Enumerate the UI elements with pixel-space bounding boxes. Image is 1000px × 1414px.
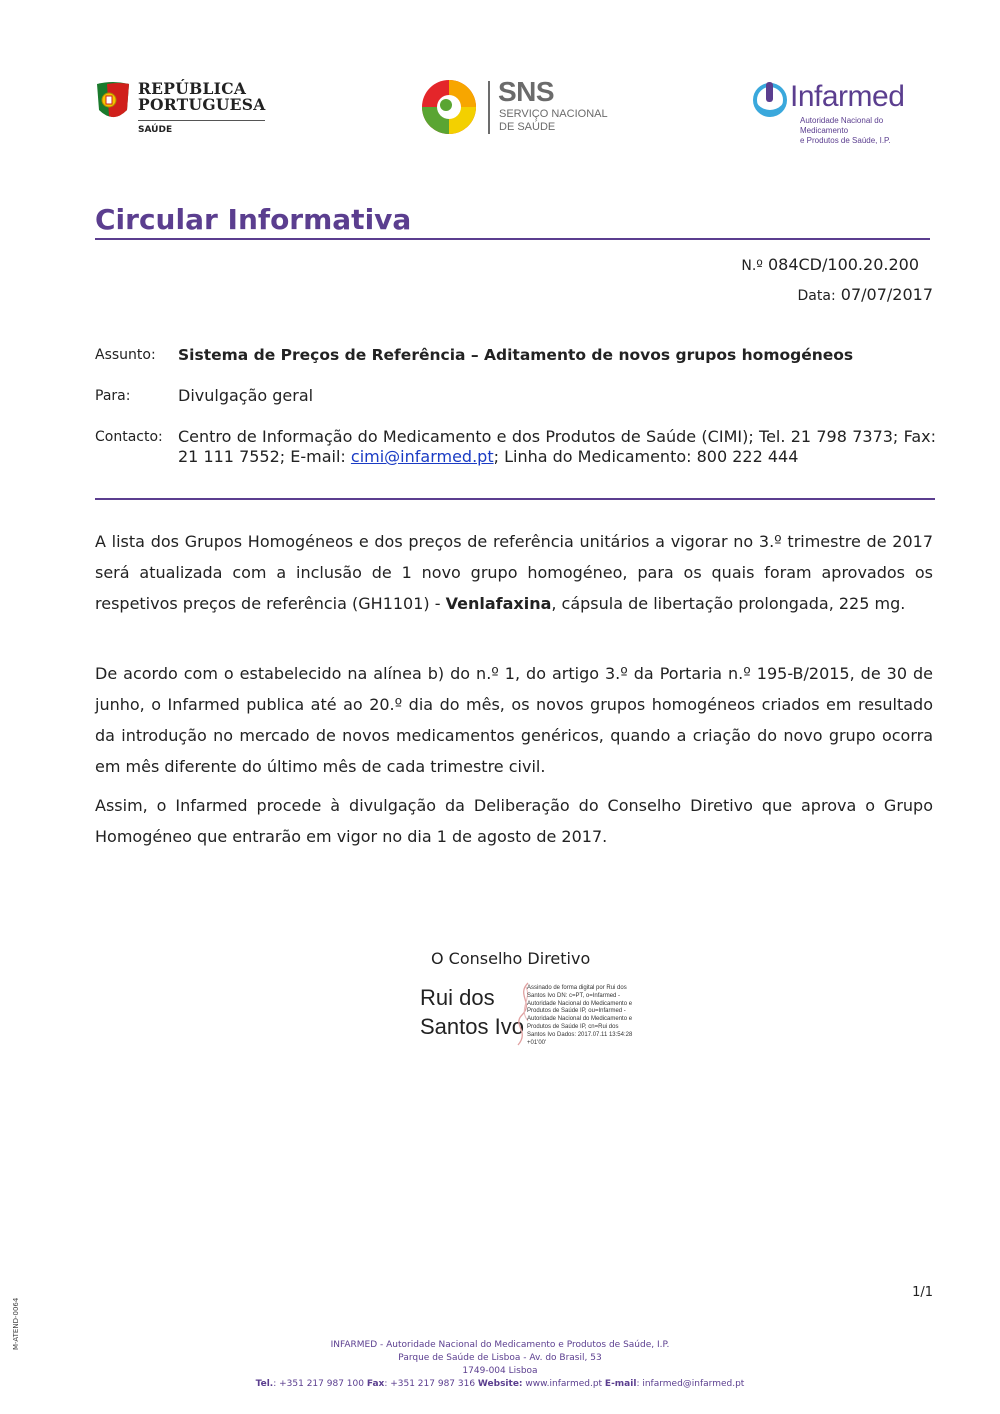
republica-line1: REPÚBLICA [138, 79, 247, 98]
footer-email-value[interactable]: : infarmed@infarmed.pt [636, 1379, 745, 1389]
sns-title: SNS [498, 76, 555, 107]
page-footer [200, 1339, 800, 1391]
digital-signature [420, 983, 650, 1053]
body-paragraph-1 [95, 526, 933, 619]
paragraph-1-text: A lista dos Grupos Homogéneos e dos preços de referência unitários a vigorar no 3.º trimestre de 2017 será atualizada com a inclusão de 1 novo grupo homogéneo, para os quais foram aprovados os respetivos preços de referência (GH1101) - [95, 532, 933, 613]
footer-tel-label: Tel. [255, 1379, 274, 1389]
paragraph-1-bold: Venlafaxina [445, 594, 552, 613]
republica-divider [138, 120, 265, 121]
infarmed-logo [750, 78, 930, 145]
signer-name-line1: Rui dos [420, 985, 495, 1010]
sns-subtitle-line1: SERVIÇO NACIONAL [499, 108, 608, 120]
assunto-value: Sistema de Preços de Referência – Aditamento de novos grupos homogéneos [178, 346, 854, 364]
para-label: Para: [95, 388, 131, 404]
document-date [798, 285, 933, 304]
body-paragraph-3: Assim, o Infarmed procede à divulgação da Deliberação do Conselho Diretivo que aprova o Grupo Homogéneo que entrarão em vigor no dia 1 de agosto de 2017. [95, 796, 933, 846]
document-number-label: N.º [741, 258, 763, 274]
infarmed-emblem-icon [750, 80, 790, 122]
document-number-value: 084CD/100.20.200 [767, 255, 919, 274]
footer-fax-value: : +351 217 987 316 [384, 1379, 478, 1389]
signature-details: Assinado de forma digital por Rui dos Santos Ivo DN: c=PT, o=Infarmed - Autoridade Nacional do Medicamento e Produtos de Saúde IP, ou=Infarmed - Autoridade Nacional do Medicamento e Produtos de Saúde IP, cn=Rui dos Santos Ivo Dados: 2017.07.11 13:54:28 +01'00' [527, 985, 633, 1046]
document-number [741, 255, 919, 274]
contacto-text-after: ; Linha do Medicamento: 800 222 444 [493, 447, 799, 466]
contact-email-link[interactable]: cimi@infarmed.pt [350, 447, 494, 466]
body-paragraph-2: De acordo com o estabelecido na alínea b) do n.º 1, do artigo 3.º da Portaria n.º 195-B/2015, de 30 de junho, o Infarmed publica até ao 20.º dia do mês, os novos grupos homogéneos criados em resultado da introdução no mercado de novos medicamentos genéricos, quando a criação do novo grupo ocorra em mês diferente do último mês de cada trimestre civil. [95, 664, 933, 776]
form-code: M-ATEND-0064 [12, 1297, 20, 1350]
page-number: 1/1 [912, 1285, 933, 1300]
footer-website-label: Website: [477, 1379, 523, 1389]
portuguese-flag-emblem-icon [95, 80, 131, 124]
sns-subtitle-line2: DE SAÚDE [499, 120, 556, 133]
para-value: Divulgação geral [178, 386, 314, 405]
contacto-value [178, 427, 936, 467]
footer-contacts [200, 1378, 800, 1391]
footer-address-line2: 1749-004 Lisboa [462, 1366, 538, 1376]
footer-website-value[interactable]: www.infarmed.pt [522, 1379, 605, 1389]
republica-saude-label: SAÚDE [138, 125, 173, 135]
signer-name-line2: Santos Ivo [420, 1014, 524, 1039]
sns-divider [488, 81, 490, 134]
footer-tel-value: : +351 217 987 100 [273, 1379, 367, 1389]
title-underline [95, 238, 930, 240]
assunto-label: Assunto: [95, 347, 156, 363]
meta-divider [95, 498, 935, 500]
paragraph-1-text-end: , cápsula de libertação prolongada, 225 mg. [551, 594, 906, 613]
contacto-text-before: Centro de Informação do Medicamento e dos Produtos de Saúde (CIMI); Tel. 21 798 7373; Fax: 21 111 7552; E-mail: [178, 427, 936, 466]
republica-line2: PORTUGUESA [138, 95, 266, 114]
sns-emblem-icon [420, 78, 478, 136]
signature-organization: O Conselho Diretivo [431, 949, 591, 968]
infarmed-subtitle-line1: Autoridade Nacional do Medicamento [800, 116, 884, 135]
footer-organization: INFARMED - Autoridade Nacional do Medicamento e Produtos de Saúde, I.P. [330, 1340, 670, 1350]
sns-logo [420, 76, 608, 140]
republica-portuguesa-logo [95, 78, 275, 140]
document-title: Circular Informativa [95, 203, 412, 236]
footer-fax-label: Fax [366, 1379, 385, 1389]
document-date-label: Data: [797, 288, 836, 304]
contacto-label: Contacto: [95, 429, 163, 445]
document-date-value: 07/07/2017 [840, 285, 933, 304]
infarmed-subtitle-line2: e Produtos de Saúde, I.P. [800, 136, 891, 145]
footer-address-line1: Parque de Saúde de Lisboa - Av. do Brasil, 53 [398, 1353, 602, 1363]
infarmed-title: Infarmed [790, 80, 905, 113]
footer-email-label: E-mail [604, 1379, 637, 1389]
